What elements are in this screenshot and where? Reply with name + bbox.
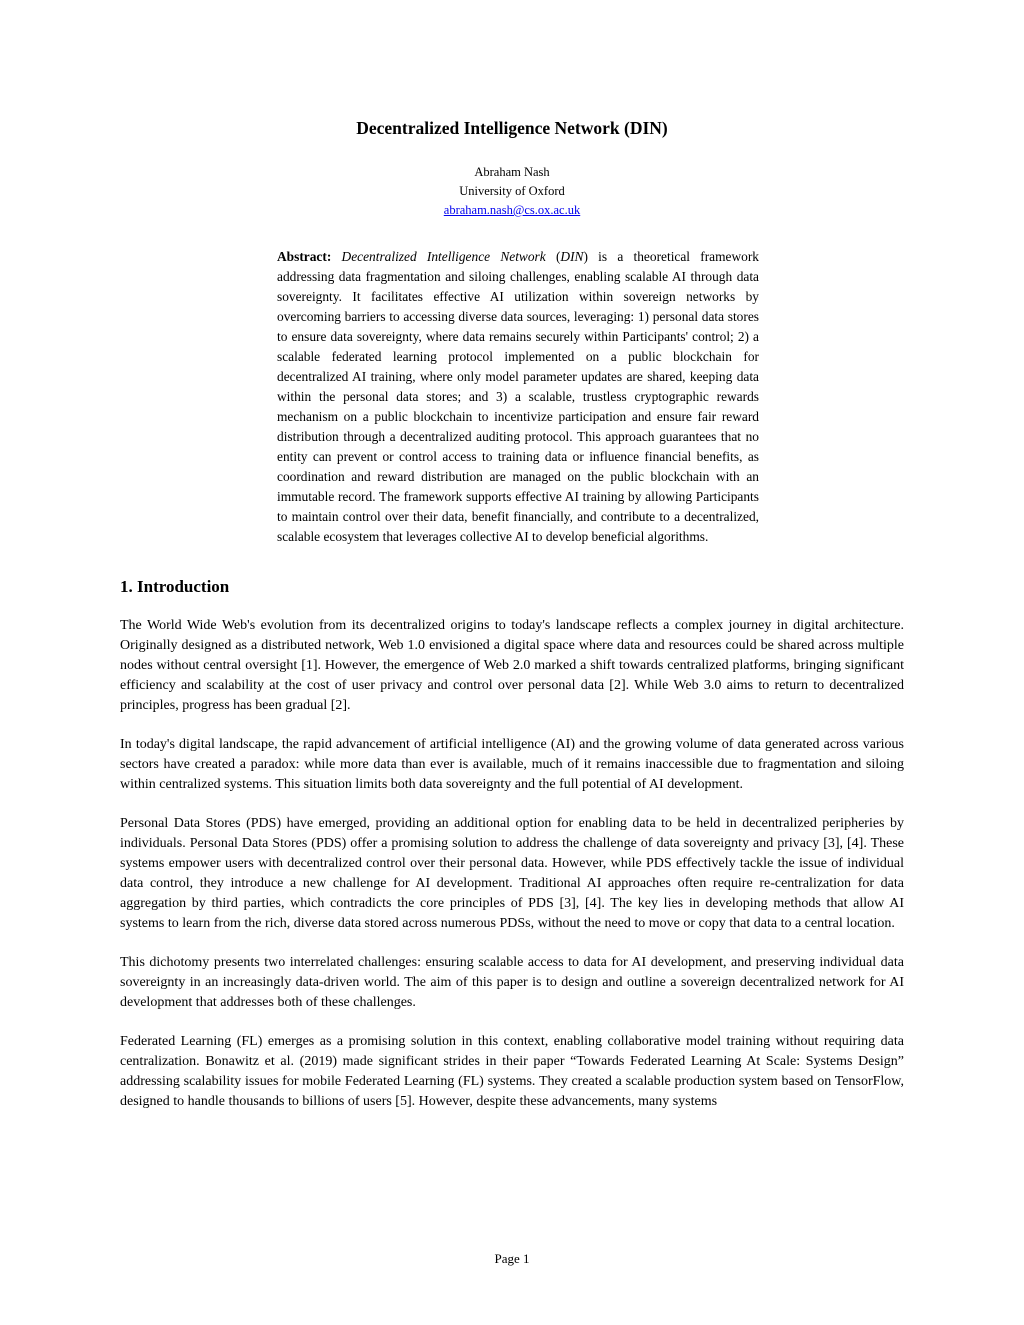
intro-paragraph-3: Personal Data Stores (PDS) have emerged, providing an additional option for enabling data to be held in decentralized peripheries by individuals. Personal Data Stores (PDS) offer a promising solution to address the challenge of data sovereignty and privacy [3], [4]. These systems empower users with decentralized control over their personal data. However, while PDS effectively tackle the issue of individual data control, they introduce a new challenge for AI development. Traditional AI approaches often require re-centralization for data aggregation by third parties, which contradicts the core principles of PDS [3], [4]. The key lies in developing methods that allow AI systems to learn from the rich, diverse data stored across numerous PDSs, without the need to move or copy that data to a central location. xyxy=(120,816,904,932)
paper-title: Decentralized Intelligence Network (DIN) xyxy=(356,118,668,138)
affiliation: University of Oxford xyxy=(459,184,565,198)
intro-paragraph-2: In today's digital landscape, the rapid advancement of artificial intelligence (AI) and the growing volume of data generated across various sectors have created a paradox: while more data than ever is available, much of it remains inaccessible due to fragmentation and siloing within centralized systems. This situation limits both data sovereignty and the full potential of AI development. xyxy=(120,737,904,793)
section-heading-introduction: 1. Introduction xyxy=(120,577,230,596)
email-line xyxy=(120,201,904,220)
abstract-acronym: DIN xyxy=(560,249,584,264)
abstract xyxy=(277,247,759,547)
email-link[interactable]: abraham.nash@cs.ox.ac.uk xyxy=(443,203,581,217)
author-name: Abraham Nash xyxy=(474,165,550,179)
abstract-mid: ( xyxy=(545,249,561,264)
abstract-work-title: Decentralized Intelligence Network xyxy=(341,249,546,264)
intro-paragraph-5: Federated Learning (FL) emerges as a promising solution in this context, enabling collaborative model training without requiring data centralization. Bonawitz et al. (2019) made significant strides in their paper “Towards Federated Learning At Scale: Systems Design” addressing scalability issues for mobile Federated Learning (FL) systems. They created a scalable production system based on TensorFlow, designed to handle thousands to billions of users [5]. However, despite these advancements, many systems xyxy=(120,1034,904,1110)
abstract-label: Abstract: xyxy=(277,249,342,264)
intro-paragraph-4: This dichotomy presents two interrelated challenges: ensuring scalable access to data for AI development, and preserving individual data sovereignty in an increasingly data-driven world. The aim of this paper is to design and outline a sovereign decentralized network for AI development that addresses both of these challenges. xyxy=(120,955,904,1011)
author-block xyxy=(120,163,904,220)
page-number: Page 1 xyxy=(494,1251,530,1266)
abstract-body: ) is a theoretical framework addressing data fragmentation and siloing challenges, enabling scalable AI through data sovereignty. It facilitates effective AI utilization within sovereign networks by overcoming barriers to accessing diverse data sources, leveraging: 1) personal data stores to ensure data sovereignty, where data remains securely within Participants' control; 2) a scalable federated learning protocol implemented on a public blockchain for decentralized AI training, where only model parameter updates are shared, keeping data within the personal data stores; and 3) a scalable, trustless cryptographic rewards mechanism on a public blockchain to incentivize participation and ensure fair reward distribution through a decentralized auditing protocol. This approach guarantees that no entity can prevent or control access to training data or influence financial benefits, as coordination and reward distribution are managed on the public blockchain with an immutable record. The framework supports effective AI training by allowing Participants to maintain control over their data, benefit financially, and contribute to a decentralized, scalable ecosystem that leverages collective AI to develop beneficial algorithms. xyxy=(277,249,759,544)
intro-paragraph-1: The World Wide Web's evolution from its decentralized origins to today's landscape reflects a complex journey in digital architecture. Originally designed as a distributed network, Web 1.0 envisioned a digital space where data and resources could be shared across multiple nodes without central oversight [1]. However, the emergence of Web 2.0 marked a shift towards centralized platforms, bringing significant efficiency and scalability at the cost of user privacy and control over personal data [2]. While Web 3.0 aims to return to decentralized principles, progress has been gradual [2]. xyxy=(120,618,904,714)
